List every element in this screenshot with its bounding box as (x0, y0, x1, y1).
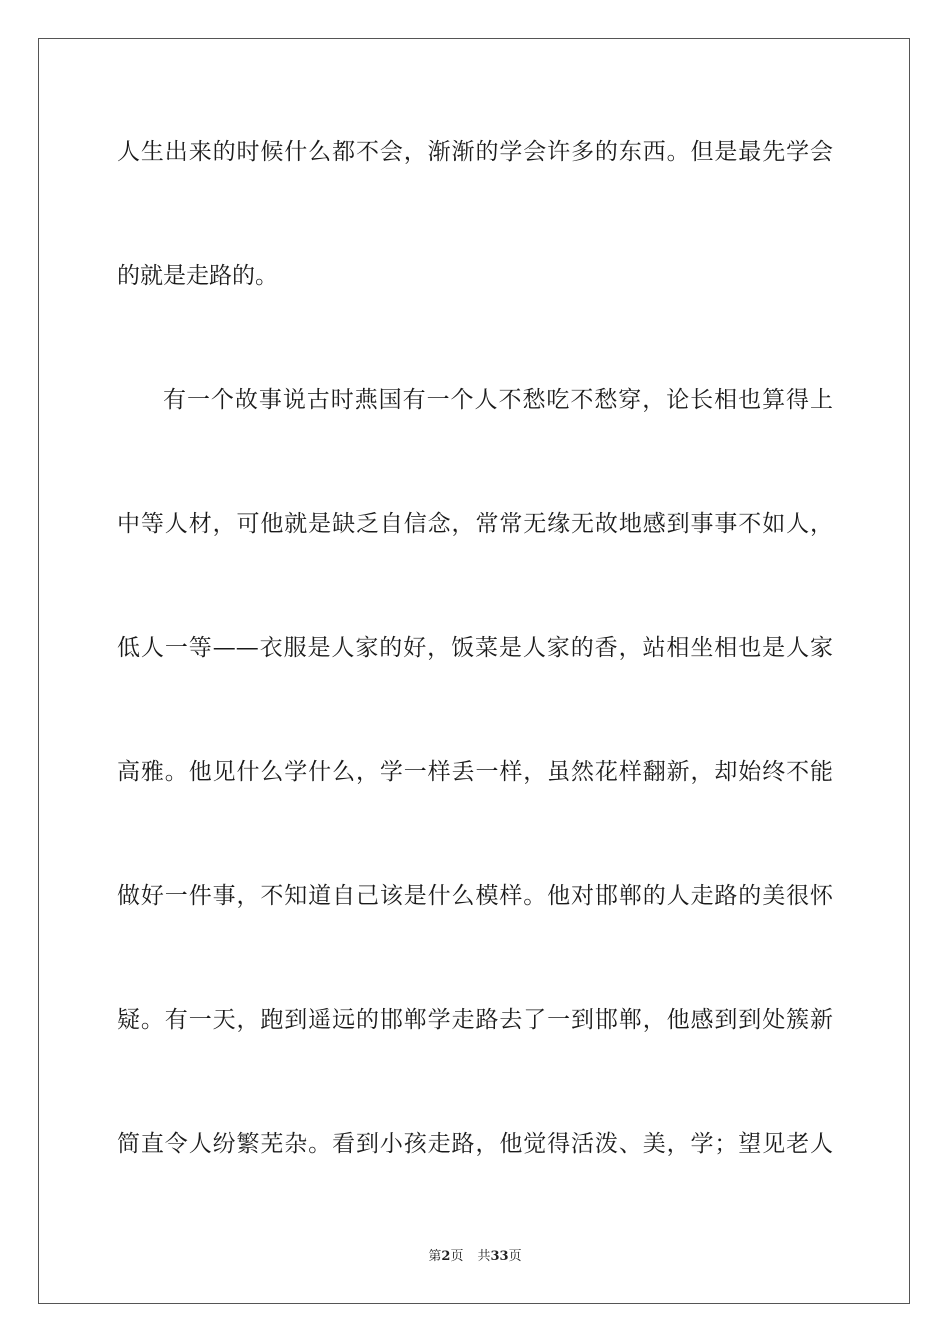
total-pages: 33 (490, 1249, 509, 1264)
text-line: 简直令人纷繁芜杂。看到小孩走路，他觉得活泼、美，学；望见老人 (117, 1131, 833, 1157)
text-line: 中等人材，可他就是缺乏自信念，常常无缘无故地感到事事不如人， (117, 511, 833, 537)
page-suffix: 页 (450, 1249, 464, 1264)
page-number: 2 (441, 1249, 451, 1264)
text-line: 高雅。他见什么学什么，学一样丢一样，虽然花样翻新，却始终不能 (117, 759, 833, 785)
page-footer (0, 1248, 950, 1266)
total-prefix: 共 (477, 1249, 491, 1264)
text-line: 做好一件事，不知道自己该是什么模样。他对邯郸的人走路的美很怀 (117, 883, 833, 909)
text-line: 有一个故事说古时燕国有一个人不愁吃不愁穿，论长相也算得上 (163, 387, 833, 413)
page-prefix: 第 (428, 1249, 442, 1264)
text-line: 人生出来的时候什么都不会，渐渐的学会许多的东西。但是最先学会 (117, 139, 833, 165)
text-line: 疑。有一天，跑到遥远的邯郸学走路去了一到邯郸，他感到到处簇新 (117, 1007, 833, 1033)
total-suffix: 页 (508, 1249, 522, 1264)
text-line: 的就是走路的。 (117, 263, 278, 289)
text-line: 低人一等——衣服是人家的好，饭菜是人家的香，站相坐相也是人家 (117, 635, 833, 661)
page-frame (38, 38, 910, 1304)
